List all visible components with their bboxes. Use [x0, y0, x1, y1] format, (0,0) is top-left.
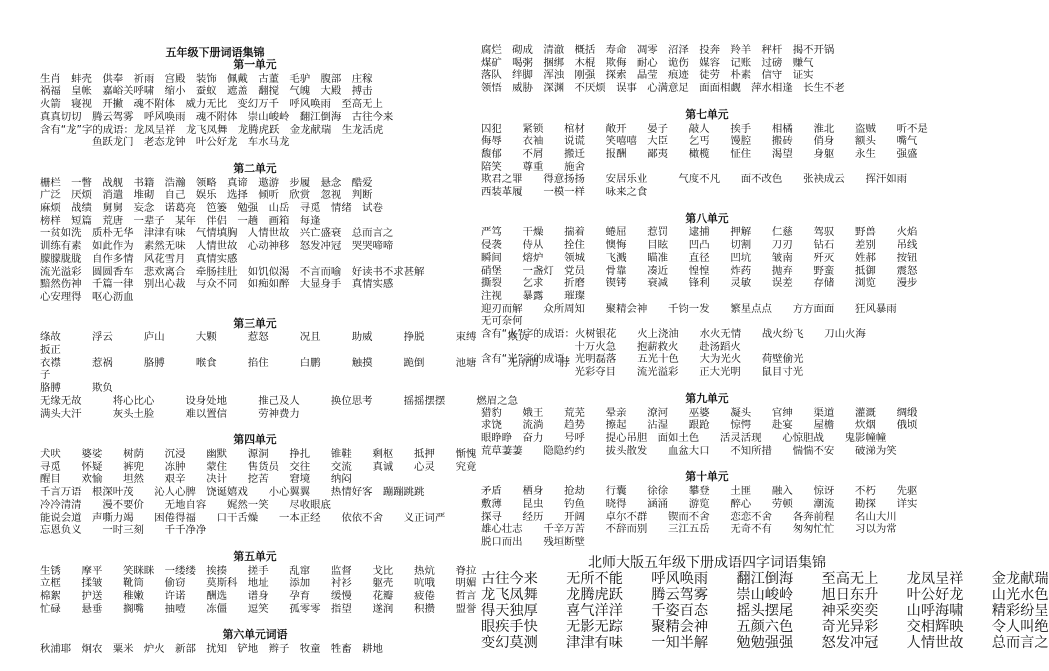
unit-heading: 第七单元 — [685, 107, 729, 121]
unit-heading: 第六单元词语 — [222, 628, 288, 642]
word-line: 囚犯 紧锁 棺材 敞开 晏子 敲人 挨手 相橘 淮北 盗贼 听不是 — [481, 122, 928, 135]
unit-heading: 第九单元 — [685, 391, 729, 405]
word-line: 硝堡 一盏灯 党员 骨靠 凑近 惶惶 炸药 抛弃 野蛮 抵御 震怒 — [481, 264, 918, 277]
idioms-title: 北师大版五年级下册成语四字词语集锦 — [588, 554, 826, 571]
word-line: 荒草萋萋 隐隐约约 拔头散发 血盆大口 不知所措 惴惴不安 破涕为笑 — [481, 444, 897, 457]
word-line: 流光溢彩 圆圆香车 悲欢离合 牵肠挂肚 如饥似渴 不言而喻 好读书不求甚解 — [40, 265, 425, 278]
word-line: 眼睁睁 奋力 号呼 提心吊胆 面如土色 活灵活现 心惊胆战 鬼影幢幢 — [481, 431, 887, 444]
word-line: 注视 暴露 璀璨 — [481, 289, 585, 302]
word-line: 立框 揉皱 靴筒 偷窃 莫斯科 地址 添加 衬衫 躯壳 吭哦 明媚 — [40, 577, 477, 590]
word-line: 棉絮 护送 稚嫩 许诺 酬选 谱身 孕育 缓慢 花瓣 疲倦 哲言 — [40, 590, 477, 603]
word-line: 满头大汗 灰头土脸 难以置信 劳神费力 — [40, 407, 300, 420]
word-line: 无缘无故 将心比心 设身处地 推己及人 换位思考 摇摇摆摆 燃眉之急 — [40, 394, 518, 407]
word-line: 真真切切 腾云驾雾 呼风唤雨 魂不附体 崇山峻岭 翻江倒海 古往今来 — [40, 110, 394, 123]
word-line: 陪笑 尊重 施舍 — [481, 160, 585, 173]
word-line: 能说会道 声嘶力竭 困倦得福 口干舌燥 一本正经 依依不舍 义正词严 — [40, 511, 446, 524]
word-line: 麻烦 战绩 舅舅 妄念 诺葛亮 笆篓 勉强 山岳 寻觅 情绪 试卷 — [40, 202, 383, 215]
word-line: 腐烂 砌成 清澈 概括 寿命 凋零 沼泽 投奔 羚羊 秤杆 揭不开锅 — [481, 44, 835, 56]
idiom-line: 眼疾手快 无影无踪 聚精会神 五颜六色 奇光异彩 交相辉映 令人叫绝 — [481, 619, 1049, 636]
unit-heading: 第十单元 — [685, 470, 729, 484]
word-line: 无可奈何 — [481, 315, 523, 328]
right-column — [481, 44, 1049, 652]
word-line: 西装革履 一模一样 咏来之食 — [481, 186, 648, 199]
word-line: 冷冷清清 漫不要价 无地自容 娓然一笑 尽收眼底 — [40, 498, 331, 511]
word-line: 雄心壮志 千辛万苦 不辞而别 三江五岳 无奇不有 匆匆忙忙 习以为常 — [481, 523, 897, 536]
word-line: 扳正 — [40, 344, 61, 357]
word-line: 十万火急 抱薪救火 赴汤蹈火 — [481, 340, 741, 353]
word-line: 黯然伤神 千篇一律 别出心裁 与众不同 如痴如醉 大显身手 真情实感 — [40, 278, 394, 291]
idiom-line: 变幻莫测 津津有味 一知半解 勉勉强强 怒发冲冠 人情世故 总而言之 — [481, 635, 1049, 652]
word-line: 煤矿 喝粥 捆绑 木棍 欺侮 耐心 诡伤 媒容 记账 过磅 赚气 — [481, 56, 814, 69]
word-line: 撕裂 乞求 折磨 锲铐 衰减 锋利 灵敏 误差 存储 浏览 漫步 — [481, 277, 918, 290]
word-line: 鱼跃龙门 老态龙钟 叶公好龙 车水马龙 — [40, 136, 290, 149]
word-line: 子 — [40, 369, 51, 382]
idiom-line: 得天独厚 喜气洋洋 千姿百态 摇头摆尾 神采奕奕 山呼海啸 精彩纷呈 — [481, 603, 1049, 620]
unit-heading: 第三单元 — [233, 316, 277, 330]
word-line: 含有“龙”字的成语：龙凤呈祥 龙飞凤舞 龙腾虎跃 金龙献瑞 生龙活虎 — [40, 123, 384, 136]
word-line: 火箭 寝视 开撇 魂不附体 威力无比 变幻万千 呼风唤雨 至高无上 — [40, 98, 383, 111]
word-line: 秋浦耶 炯农 粟米 炉火 新部 扰知 铲地 辫子 牧童 牲畜 耕地 — [40, 643, 383, 656]
word-line: 光彩夺目 流光溢彩 正大光明 鼠目寸光 — [481, 366, 804, 379]
word-line: 求饶 流淌 趋势 擦起 沾湿 跟跄 惊愕 赴宴 屋檐 炊烟 俄顷 — [481, 419, 918, 432]
word-line: 心安理得 呕心沥血 — [40, 290, 134, 303]
word-line: 祸福 皇帐 嘉峪关呼啸 缩小 蚕蚁 遮盖 翻搅 气魄 大殿 搏击 — [40, 85, 373, 98]
word-line: 侵袭 侍从 拴住 懊悔 目眩 凹凸 切割 刀刃 钻石 差别 吊线 — [481, 239, 918, 252]
word-line: 生锈 摩平 笑眯眯 一缕缕 挨揍 搓手 乱窜 监督 戈比 热炕 脊拉 — [40, 564, 477, 577]
word-line: 探寻 经历 开阔 卓尔不群 锲而不舍 恋恋不舍 各奔前程 名山大川 — [481, 510, 897, 523]
idiom-line: 古往今来 无所不能 呼风唤雨 翻江倒海 至高无上 龙凤呈祥 金龙献瑞 — [481, 571, 1049, 588]
word-line: 生肖 蚌壳 供奉 祈雨 宫殿 装饰 佩戴 古董 毛驴 腹部 庄稼 — [40, 72, 373, 85]
word-line: 栅栏 一瞥 战舰 书籍 浩瀚 领略 真谛 遨游 步履 悬念 酷爱 — [40, 176, 373, 189]
word-line: 猎豹 娥王 荒芜 晕亲 潦河 巫婆 凝头 官绅 渠道 灌溉 绸缎 — [481, 406, 918, 419]
word-line: 醒目 欢愉 坦然 艰辛 决计 挖苦 窘境 纳闷 — [40, 473, 352, 486]
word-line: 含有“光”字的成语：光明磊落 五光十色 大为光火 荷壁偷光 — [481, 353, 804, 366]
unit-heading: 第八单元 — [685, 211, 729, 225]
idiom-line: 龙飞凤舞 龙腾虎跃 腾云驾雾 崇山峻岭 旭日东升 叶公好龙 山光水色 — [481, 587, 1049, 604]
word-line: 迎刃而解 众所周知 聚精会神 千钧一发 繁星点点 方方面面 狂风暴雨 — [481, 302, 897, 315]
unit-heading: 第一单元 — [233, 58, 277, 71]
word-line: 侮辱 衣袖 说谎 笑嘻嘻 大臣 乞丐 馒腔 搬砖 俏身 额头 嘴气 — [481, 135, 918, 148]
document-title: 五年级下册词语集锦 — [165, 46, 265, 59]
word-line: 犬吠 婆娑 树荫 沉浸 幽默 源洞 挣扎 锥鞋 剩枢 抵押 惭愧 — [40, 447, 477, 460]
word-line: 广泛 厌烦 消遣 堆砌 自己 娱乐 选择 倾听 欣赏 忽视 判断 — [40, 189, 373, 202]
unit-heading: 第五单元 — [233, 549, 277, 563]
word-line: 榜样 短篇 荒唐 一辈子 某年 伴侣 一趟 画箱 每逢 — [40, 214, 321, 227]
word-line: 瞬间 熔炉 领城 飞溅 瞄准 直径 凹坑 皱南 歼灭 姓郝 按钮 — [481, 251, 918, 264]
word-line: 矛盾 栖身 抢劫 行囊 徐徐 攀登 土匪 融入 惊讶 不朽 先驱 — [481, 485, 918, 498]
unit-heading: 第二单元 — [233, 161, 277, 175]
word-line: 一贫如洗 质朴无华 津津有味 气情填胸 人情世故 兴亡盛衰 总而言之 — [40, 227, 394, 240]
word-line: 馥郁 不屑 搬迁 报酬 鄙夷 橄榄 怔住 渴望 身躯 永生 强盛 — [481, 147, 918, 160]
word-line: 欺君之罪 得意扬扬 安居乐业 气度不凡 面不改色 张袂成云 挥汗如雨 — [481, 173, 908, 186]
word-line: 千言万语 根深叶茂 沁人心脾 饶诞嬉戏 小心翼翼 热情好客 蹦蹦跳跳 — [40, 486, 425, 499]
word-line: 脱口而出 残垣断壁 — [481, 535, 585, 548]
word-line: 领悟 威胁 深渊 不厌烦 误事 心满意足 面面相觑 萍水相逢 长生不老 — [481, 82, 845, 95]
word-line: 绦故 浮云 庐山 大颗 惹怒 况且 助威 挣脱 束缚 欺负 — [40, 331, 529, 344]
word-line: 衣襟 惹祸 胳膊 喉食 掐住 白鹏 触摸 跪倒 池塘 无所谓 脖 — [40, 356, 570, 369]
word-line: 落队 绊脚 浑浊 刚强 探索 晶莹 痕迹 徒劳 朴素 信守 证实 — [481, 69, 814, 82]
word-line: 胳膊 欺负 — [40, 382, 113, 395]
word-line: 忘恩负义 一时三刻 千千净净 — [40, 524, 207, 537]
word-line: 寻觅 怀疑 裤兜 冻肿 蒙住 售货员 交往 交流 真诚 心灵 究竟 — [40, 460, 477, 473]
word-line: 朦朦胧胧 自作多情 风花雪月 真情实感 — [40, 252, 238, 265]
word-line: 训练有素 如此作为 素然无味 人情世故 心动神移 怒发冲冠 哭哭啼啼 — [40, 240, 394, 253]
word-line: 忙碌 悬垂 搁嘴 抽噎 冻僵 逗笑 孤零零 指望 遂润 积攒 盟誉 — [40, 602, 477, 615]
word-line: 严笃 干燥 揣着 蜷屈 惹罚 逮捕 押解 仁慈 驾驭 野兽 火焰 — [481, 226, 918, 239]
unit-heading: 第四单元 — [233, 433, 277, 447]
word-line: 含有“火”字的成语：火树银花 火上浇油 水火无情 战火纷飞 刀山火海 — [481, 328, 866, 341]
word-line: 敷薄 昆虫 钓鱼 晓得 涵涌 游览 醉心 劳顿 潮流 勘探 详实 — [481, 497, 918, 510]
